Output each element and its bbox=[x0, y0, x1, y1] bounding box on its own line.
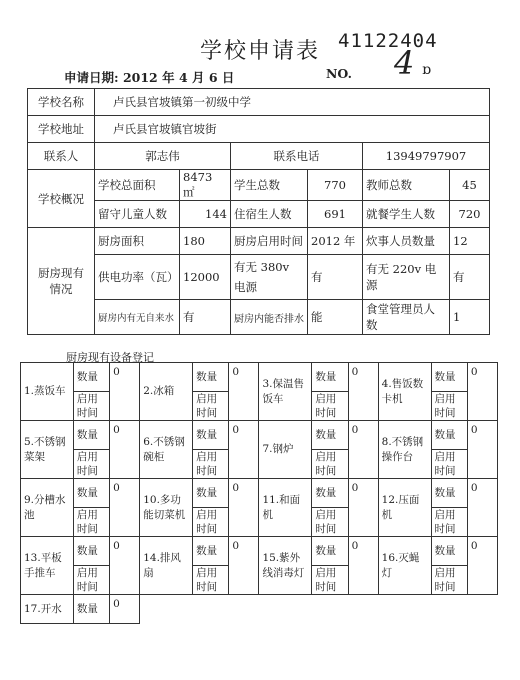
boarders-label: 住宿生人数 bbox=[231, 201, 308, 228]
kitchen-area-label: 厨房面积 bbox=[95, 228, 180, 255]
quantity-value: 0 bbox=[229, 537, 259, 595]
equipment-name: 15.紫外线消毒灯 bbox=[259, 537, 312, 595]
kitchen-year-value: 2012 年 bbox=[308, 228, 363, 255]
school-info-table bbox=[27, 88, 490, 335]
quantity-label: 数量 bbox=[193, 537, 229, 566]
quantity-value: 0 bbox=[110, 363, 140, 421]
kitchen-year-label: 厨房启用时间 bbox=[231, 228, 308, 255]
equipment-name: 7.钢炉 bbox=[259, 421, 312, 479]
quantity-label: 数量 bbox=[73, 363, 109, 392]
leftbehind-value: 144 bbox=[180, 201, 231, 228]
start-date-label: 启用时间 bbox=[73, 392, 109, 421]
teachers-value: 45 bbox=[450, 170, 490, 201]
start-date-label: 启用时间 bbox=[73, 450, 109, 479]
contact-label: 联系人 bbox=[28, 143, 95, 170]
quantity-value: 0 bbox=[467, 421, 497, 479]
quantity-label: 数量 bbox=[73, 421, 109, 450]
form-title: 学校申请表 bbox=[199, 39, 320, 64]
area-label: 学校总面积 bbox=[95, 170, 180, 201]
students-label: 学生总数 bbox=[231, 170, 308, 201]
start-date-label: 启用时间 bbox=[193, 508, 229, 537]
quantity-label: 数量 bbox=[312, 363, 348, 392]
quantity-label: 数量 bbox=[431, 421, 467, 450]
school-name-label: 学校名称 bbox=[28, 89, 95, 116]
cooks-label: 炊事人员数量 bbox=[363, 228, 450, 255]
handwritten-mark: ɒ bbox=[422, 62, 431, 78]
start-date-label: 启用时间 bbox=[193, 566, 229, 595]
start-date-label: 启用时间 bbox=[312, 566, 348, 595]
equipment-name: 14.排风扇 bbox=[140, 537, 193, 595]
mgmt-label: 食堂管理员人数 bbox=[363, 300, 450, 335]
start-date-label: 启用时间 bbox=[193, 392, 229, 421]
quantity-value: 0 bbox=[467, 363, 497, 421]
quantity-label: 数量 bbox=[193, 363, 229, 392]
students-value: 770 bbox=[308, 170, 363, 201]
start-date-label: 启用时间 bbox=[431, 450, 467, 479]
equipment-name: 6.不锈钢碗柜 bbox=[140, 421, 193, 479]
start-date-label: 启用时间 bbox=[312, 450, 348, 479]
start-date-label: 启用时间 bbox=[431, 508, 467, 537]
equipment-name: 3.保温售饭车 bbox=[259, 363, 312, 421]
phone-value: 13949797907 bbox=[363, 143, 490, 170]
equipment-name: 5.不锈钢菜架 bbox=[21, 421, 74, 479]
quantity-label: 数量 bbox=[312, 479, 348, 508]
quantity-value: 0 bbox=[467, 479, 497, 537]
contact-value: 郭志伟 bbox=[95, 143, 231, 170]
quantity-value: 0 bbox=[110, 479, 140, 537]
quantity-value: 0 bbox=[229, 421, 259, 479]
quantity-label: 数量 bbox=[73, 537, 109, 566]
equipment-section-title: 厨房现有设备登记 bbox=[66, 351, 154, 364]
leftbehind-label: 留守儿童人数 bbox=[95, 201, 180, 228]
quantity-value: 0 bbox=[348, 421, 378, 479]
equipment-name: 17.开水 bbox=[21, 595, 74, 624]
address-label: 学校地址 bbox=[28, 116, 95, 143]
phone-label: 联系电话 bbox=[231, 143, 363, 170]
equipment-name: 11.和面机 bbox=[259, 479, 312, 537]
quantity-value: 0 bbox=[348, 479, 378, 537]
start-date-label: 启用时间 bbox=[73, 566, 109, 595]
start-date-label: 启用时间 bbox=[73, 508, 109, 537]
quantity-label: 数量 bbox=[431, 479, 467, 508]
quantity-value: 0 bbox=[110, 421, 140, 479]
mgmt-value: 1 bbox=[450, 300, 490, 335]
start-date-label: 启用时间 bbox=[193, 450, 229, 479]
tapwater-value: 有 bbox=[180, 300, 231, 335]
quantity-label: 数量 bbox=[193, 479, 229, 508]
address-value: 卢氏县官坡镇官坡街 bbox=[95, 116, 490, 143]
teachers-label: 教师总数 bbox=[363, 170, 450, 201]
quantity-value: 0 bbox=[110, 537, 140, 595]
quantity-label: 数量 bbox=[312, 537, 348, 566]
v380-value: 有 bbox=[308, 255, 363, 300]
equipment-name: 4.售饭数卡机 bbox=[378, 363, 431, 421]
quantity-label: 数量 bbox=[73, 595, 109, 624]
diners-value: 720 bbox=[450, 201, 490, 228]
quantity-label: 数量 bbox=[431, 537, 467, 566]
quantity-value: 0 bbox=[229, 479, 259, 537]
boarders-value: 691 bbox=[308, 201, 363, 228]
kitchen-area-value: 180 bbox=[180, 228, 231, 255]
cooks-value: 12 bbox=[450, 228, 490, 255]
tapwater-label: 厨房内有无自来水 bbox=[95, 300, 180, 335]
quantity-value: 0 bbox=[229, 363, 259, 421]
v380-label: 有无 380v 电源 bbox=[231, 255, 308, 300]
power-label: 供电功率（瓦） bbox=[95, 255, 180, 300]
quantity-value: 0 bbox=[348, 363, 378, 421]
quantity-value: 0 bbox=[110, 595, 140, 624]
number-label: NO. bbox=[326, 66, 352, 81]
area-value: 8473 ㎡ bbox=[180, 170, 231, 201]
equipment-name: 12.压面机 bbox=[378, 479, 431, 537]
serial-number: 41122404 bbox=[338, 30, 438, 52]
equipment-table bbox=[20, 362, 498, 624]
quantity-value: 0 bbox=[467, 537, 497, 595]
drain-label: 厨房内能否排水 bbox=[231, 300, 308, 335]
kitchen-label: 厨房现有情况 bbox=[28, 228, 95, 335]
handwritten-number: 4 bbox=[394, 44, 415, 82]
quantity-value: 0 bbox=[348, 537, 378, 595]
school-name-value: 卢氏县官坡镇第一初级中学 bbox=[95, 89, 490, 116]
equipment-name: 10.多功能切菜机 bbox=[140, 479, 193, 537]
overview-label: 学校概况 bbox=[28, 170, 95, 228]
equipment-name: 2.冰箱 bbox=[140, 363, 193, 421]
v220-value: 有 bbox=[450, 255, 490, 300]
diners-label: 就餐学生人数 bbox=[363, 201, 450, 228]
quantity-label: 数量 bbox=[431, 363, 467, 392]
start-date-label: 启用时间 bbox=[312, 508, 348, 537]
start-date-label: 启用时间 bbox=[431, 566, 467, 595]
v220-label: 有无 220v 电源 bbox=[363, 255, 450, 300]
equipment-name: 9.分槽水池 bbox=[21, 479, 74, 537]
equipment-name: 16.灭蝇灯 bbox=[378, 537, 431, 595]
power-value: 12000 bbox=[180, 255, 231, 300]
quantity-label: 数量 bbox=[193, 421, 229, 450]
equipment-name: 8.不锈钢操作台 bbox=[378, 421, 431, 479]
quantity-label: 数量 bbox=[312, 421, 348, 450]
quantity-label: 数量 bbox=[73, 479, 109, 508]
start-date-label: 启用时间 bbox=[312, 392, 348, 421]
start-date-label: 启用时间 bbox=[431, 392, 467, 421]
application-date: 申请日期: 2012 年 4 月 6 日 bbox=[64, 70, 235, 85]
equipment-name: 1.蒸饭车 bbox=[21, 363, 74, 421]
equipment-name: 13.平板手推车 bbox=[21, 537, 74, 595]
drain-value: 能 bbox=[308, 300, 363, 335]
